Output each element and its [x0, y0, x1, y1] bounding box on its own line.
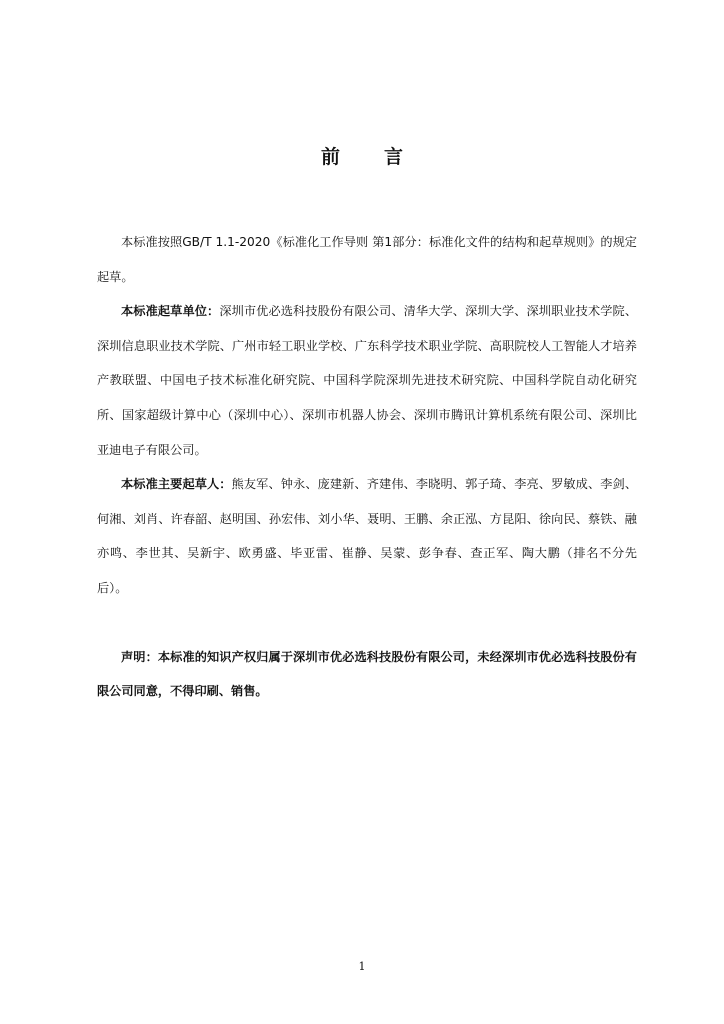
preface-body: [97, 225, 637, 709]
page-title: [0, 142, 724, 169]
drafters-text: 熊友军、钟永、庞建新、齐建伟、李晓明、郭子琦、李亮、罗敏成、李剑、何湘、刘肖、许春韶、赵明国、孙宏伟、刘小华、聂明、王鹏、余正泓、方昆阳、徐向民、蔡铁、融亦鸣、李世其、吴新宇、欧勇盛、毕亚雷、崔静、吴蒙、彭争春、查正军、陶大鹏（排名不分先后）。: [97, 477, 638, 595]
title-part-2: 言: [384, 146, 404, 168]
drafters-paragraph: [97, 467, 637, 605]
title-part-1: 前: [320, 146, 340, 168]
intro-paragraph: 本标准按照GB/T 1.1-2020《标准化工作导则 第1部分：标准化文件的结构和起草规则》的规定起草。: [97, 235, 637, 284]
drafters-label: 本标准主要起草人：: [121, 477, 232, 492]
drafting-units-label: 本标准起草单位：: [121, 304, 220, 319]
page-number: 1: [358, 960, 366, 973]
copyright-notice: 声明：本标准的知识产权归属于深圳市优必选科技股份有限公司，未经深圳市优必选科技股份有限公司同意，不得印刷、销售。: [97, 649, 637, 699]
drafting-units-paragraph: [97, 294, 637, 467]
drafting-units-text: 深圳市优必选科技股份有限公司、清华大学、深圳大学、深圳职业技术学院、深圳信息职业技术学院、广州市轻工职业学校、广东科学技术职业学院、高职院校人工智能人才培养产教联盟、中国电子技术标准化研究院、中国科学院深圳先进技术研究院、中国科学院自动化研究所、国家超级计算中心（深圳中心）、深圳市机器人协会、深圳市腾讯计算机系统有限公司、深圳比亚迪电子有限公司。: [97, 304, 638, 457]
